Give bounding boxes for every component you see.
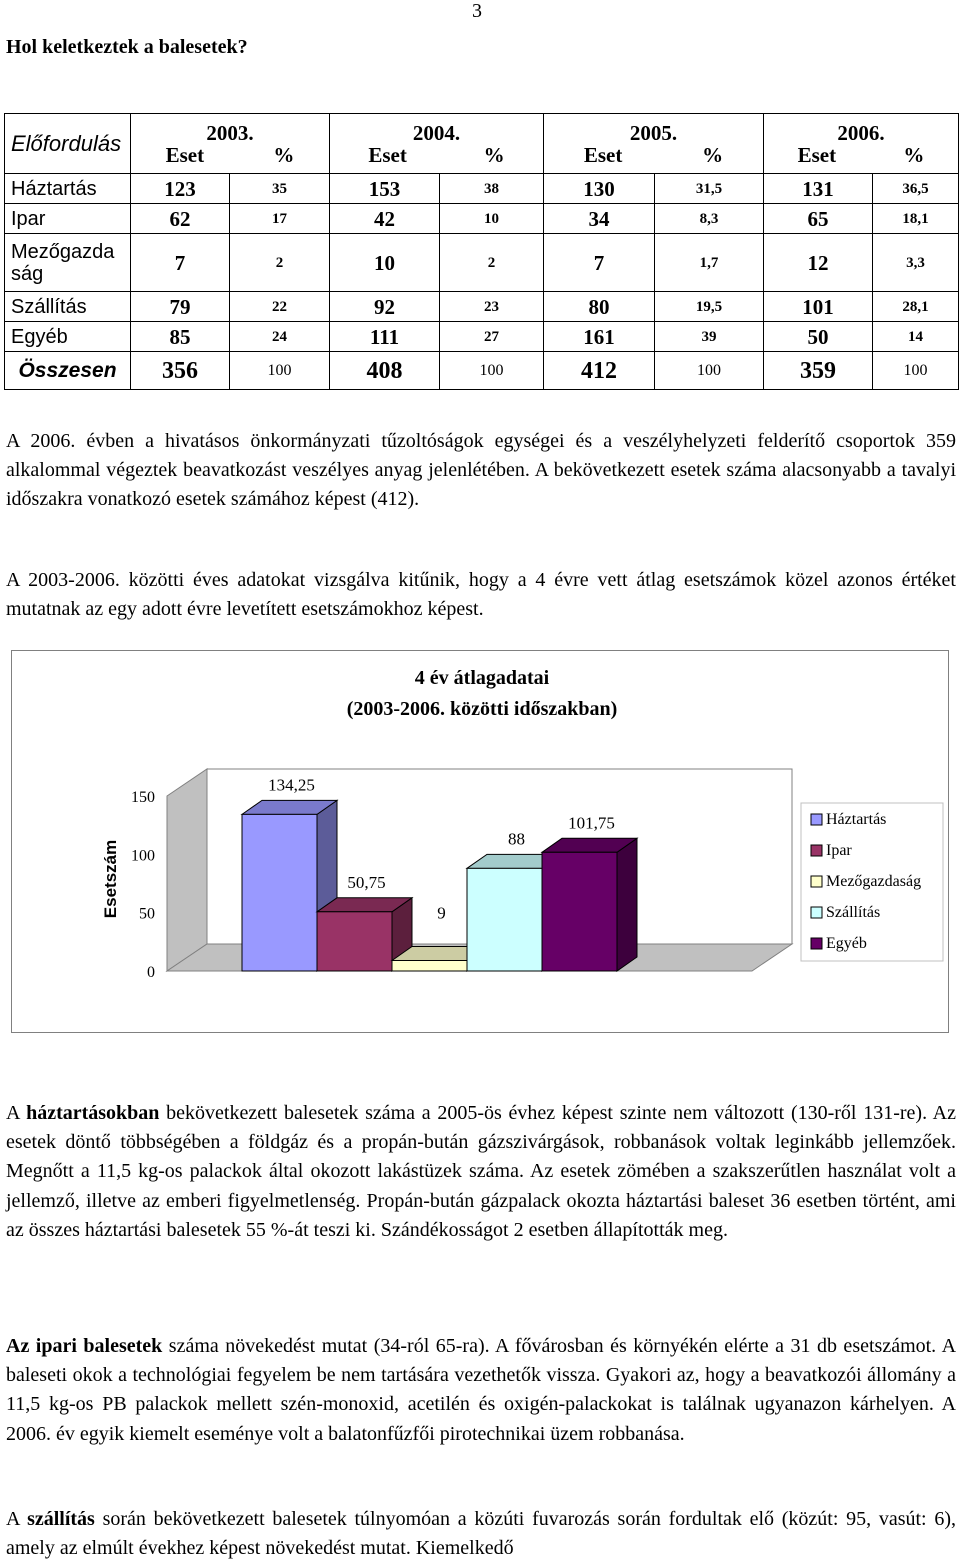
- subheader-percent: %: [273, 142, 295, 167]
- bold-term: háztartásokban: [26, 1102, 160, 1124]
- table-cell: 8,3: [655, 204, 764, 234]
- paragraph-four-year-comparison: A 2003-2006. közötti éves adatokat vizsgálva kitűnik, hogy a 4 évre vett átlag esetszámok közel azonos értéket mutatnak az egy adott évre levetített esetszámokhoz képest.: [6, 569, 956, 621]
- y-tick-label: 150: [131, 789, 155, 806]
- table-cell: 153: [330, 174, 440, 204]
- legend-entry: Mezőgazdaság: [826, 873, 922, 890]
- section-heading: Hol keletkeztek a balesetek?: [6, 36, 248, 58]
- table-cell: 18,1: [873, 204, 959, 234]
- subheader-eset: Eset: [165, 142, 205, 167]
- year-header-2004: [330, 114, 544, 174]
- subheader-eset: Eset: [797, 142, 837, 167]
- average-cases-chart: [11, 650, 949, 1033]
- row-label: Ipar: [5, 204, 131, 234]
- chart-legend: [801, 803, 943, 961]
- bar-side: [617, 838, 637, 971]
- table-cell: 42: [330, 204, 440, 234]
- table-cell: 131: [764, 174, 873, 204]
- table-cell: 65: [764, 204, 873, 234]
- table-row: [5, 292, 959, 322]
- total-cell: 412: [544, 352, 655, 390]
- bar-value-label: 88: [508, 829, 525, 849]
- legend-swatch: [811, 876, 822, 887]
- table-cell: 38: [440, 174, 544, 204]
- bold-term: szállítás: [27, 1508, 95, 1530]
- table-cell: 1,7: [655, 234, 764, 292]
- table-cell: 2: [440, 234, 544, 292]
- accident-statistics-table: [4, 113, 959, 390]
- total-cell: 359: [764, 352, 873, 390]
- text-span: A: [6, 1508, 28, 1530]
- subheader-pair: [544, 144, 763, 166]
- subheader-percent: %: [483, 142, 505, 167]
- bar-value-label: 9: [437, 903, 446, 923]
- row-label: Szállítás: [5, 292, 131, 322]
- row-label: Háztartás: [5, 174, 131, 204]
- table-row: [5, 174, 959, 204]
- row-label-line: ság: [11, 262, 44, 285]
- legend-swatch: [811, 814, 822, 825]
- chart-canvas: [12, 651, 948, 1032]
- bar-front: [317, 912, 392, 971]
- subheader-pair: [330, 144, 543, 166]
- paragraph-households: [6, 1099, 956, 1245]
- year-header-2005: [544, 114, 764, 174]
- row-label: Egyéb: [5, 322, 131, 352]
- table-cell: 24: [230, 322, 330, 352]
- table-cell: 123: [131, 174, 230, 204]
- subheader-eset: Eset: [368, 142, 407, 167]
- table-cell: 130: [544, 174, 655, 204]
- table-cell: 2: [230, 234, 330, 292]
- table-cell: 17: [230, 204, 330, 234]
- table-cell: 14: [873, 322, 959, 352]
- table-cell: 85: [131, 322, 230, 352]
- table-cell: 10: [330, 234, 440, 292]
- total-cell: 356: [131, 352, 230, 390]
- year-label: 2004.: [412, 120, 461, 145]
- total-cell: 100: [655, 352, 764, 390]
- table-cell: 23: [440, 292, 544, 322]
- table-cell: 39: [655, 322, 764, 352]
- table-cell: 92: [330, 292, 440, 322]
- legend-entry: Ipar: [826, 842, 852, 859]
- total-cell: 100: [230, 352, 330, 390]
- legend-swatch: [811, 845, 822, 856]
- table-cell: 34: [544, 204, 655, 234]
- corner-header-cell: Előfordulás: [5, 114, 131, 174]
- table-cell: 31,5: [655, 174, 764, 204]
- legend-entry: Szállítás: [826, 904, 881, 921]
- text-span: bekövetkezett balesetek száma a 2005-ös évhez képest szinte nem változott (130-ről 131-re). Az esetek döntő többségében a földgáz és a propán-bután gázszivárgások, robbanások voltak leginkább jellemzőek. Megnőtt a 11,5 kg-os palackok által okozott lakástüzek száma. Az esetek zömében a szakszerűtlen használat volt a jellemző, illetve az emberi figyelmetlenség. Propán-bután gázpalack okozta háztartási baleset 36 esetben történt, ami az összes háztartási balesetek 55 %-át teszi ki. Szándékosságot 2 esetben állapították meg.: [6, 1102, 957, 1241]
- paragraph-industry: [6, 1332, 956, 1449]
- table-header-row: [5, 114, 959, 174]
- text-span: száma növekedést mutat (34-ról 65-ra). A fővárosban és környékén elérte a 31 db esetszámot. A baleseti okok a technológiai fegyelem be nem tartására vezethetők vissza. Gyakori az, hogy a beavatkozói állomány a 11,5 kg-os PB palackok mellett szén-monoxid, acetilén és oxigén-palackokat is találnak ugyanazon kárhelyen. A 2006. év egyik kiemelt eseménye volt a balatonfűzfői pirotechnikai üzem robbanása.: [6, 1335, 957, 1445]
- table-cell: 3,3: [873, 234, 959, 292]
- bar-value-label: 101,75: [568, 813, 615, 833]
- y-tick-label: 0: [147, 964, 155, 981]
- table-cell: 62: [131, 204, 230, 234]
- side-wall: [167, 769, 207, 971]
- total-cell: 100: [873, 352, 959, 390]
- table-cell: 28,1: [873, 292, 959, 322]
- table-cell: 10: [440, 204, 544, 234]
- subheader-percent: %: [903, 142, 925, 167]
- bar-front: [467, 868, 542, 971]
- y-axis-ticks: [131, 789, 155, 981]
- table-cell: 12: [764, 234, 873, 292]
- table-row: [5, 234, 959, 292]
- y-tick-label: 50: [139, 905, 155, 923]
- table-cell: 36,5: [873, 174, 959, 204]
- table-cell: 19,5: [655, 292, 764, 322]
- subheader-pair: [764, 144, 958, 166]
- total-label: Összesen: [5, 352, 131, 390]
- legend-entry: Háztartás: [826, 811, 887, 828]
- subheader-eset: Eset: [583, 142, 623, 167]
- table-cell: 27: [440, 322, 544, 352]
- table-row: [5, 204, 959, 234]
- table-cell: 35: [230, 174, 330, 204]
- page-number: 3: [472, 0, 482, 22]
- paragraph-summary-2006: A 2006. évben a hivatásos önkormányzati tűzoltóságok egységei és a veszélyhelyzeti felderítő csoportok 359 alkalommal végeztek beavatkozást veszélyes anyag jelenlétében. A bekövetkezett esetek száma alacsonyabb a tavalyi időszakra vonatkozó esetek számához képest (412).: [6, 430, 956, 511]
- year-header-2003: [131, 114, 330, 174]
- y-tick-label: 100: [131, 847, 155, 865]
- bar-front: [392, 961, 467, 972]
- year-label: 2006.: [837, 120, 885, 145]
- table-row: [5, 322, 959, 352]
- legend-swatch: [811, 907, 822, 918]
- legend-entry: Egyéb: [826, 935, 867, 952]
- table-cell: 80: [544, 292, 655, 322]
- legend-swatch: [811, 938, 822, 949]
- paragraph-transport: [6, 1505, 956, 1563]
- table-cell: 22: [230, 292, 330, 322]
- table-cell: 7: [131, 234, 230, 292]
- year-label: 2003.: [206, 120, 254, 145]
- total-cell: 408: [330, 352, 440, 390]
- bar-front: [242, 814, 317, 971]
- table-cell: 101: [764, 292, 873, 322]
- total-cell: 100: [440, 352, 544, 390]
- bar-value-label: 134,25: [268, 775, 315, 795]
- bar-egyéb: [542, 838, 637, 971]
- chart-title-line2: (2003-2006. közötti időszakban): [346, 698, 618, 720]
- year-header-2006: [764, 114, 959, 174]
- chart-title-line1: 4 év átlagadatai: [414, 667, 550, 689]
- subheader-percent: %: [702, 142, 724, 167]
- table-cell: 50: [764, 322, 873, 352]
- text-span: során bekövetkezett balesetek túlnyomóan a közúti fuvarozás során fordultak elő (közút: 95, vasút: 6), amely az elmúlt évekhez képest növekedést mutat. Kiemelkedő: [6, 1508, 956, 1560]
- table-cell: 7: [544, 234, 655, 292]
- bold-term: Az ipari balesetek: [6, 1335, 163, 1357]
- bar-value-label: 50,75: [347, 872, 386, 892]
- row-label: [5, 234, 131, 292]
- table-total-row: [5, 352, 959, 390]
- row-label-line: Mezőgazda: [11, 240, 115, 263]
- table-cell: 111: [330, 322, 440, 352]
- y-axis-label: Esetszám: [101, 839, 120, 919]
- table-cell: 161: [544, 322, 655, 352]
- text-span: A: [6, 1102, 27, 1124]
- year-label: 2005.: [629, 120, 678, 145]
- table-cell: 79: [131, 292, 230, 322]
- subheader-pair: [131, 144, 329, 166]
- bar-front: [542, 852, 617, 971]
